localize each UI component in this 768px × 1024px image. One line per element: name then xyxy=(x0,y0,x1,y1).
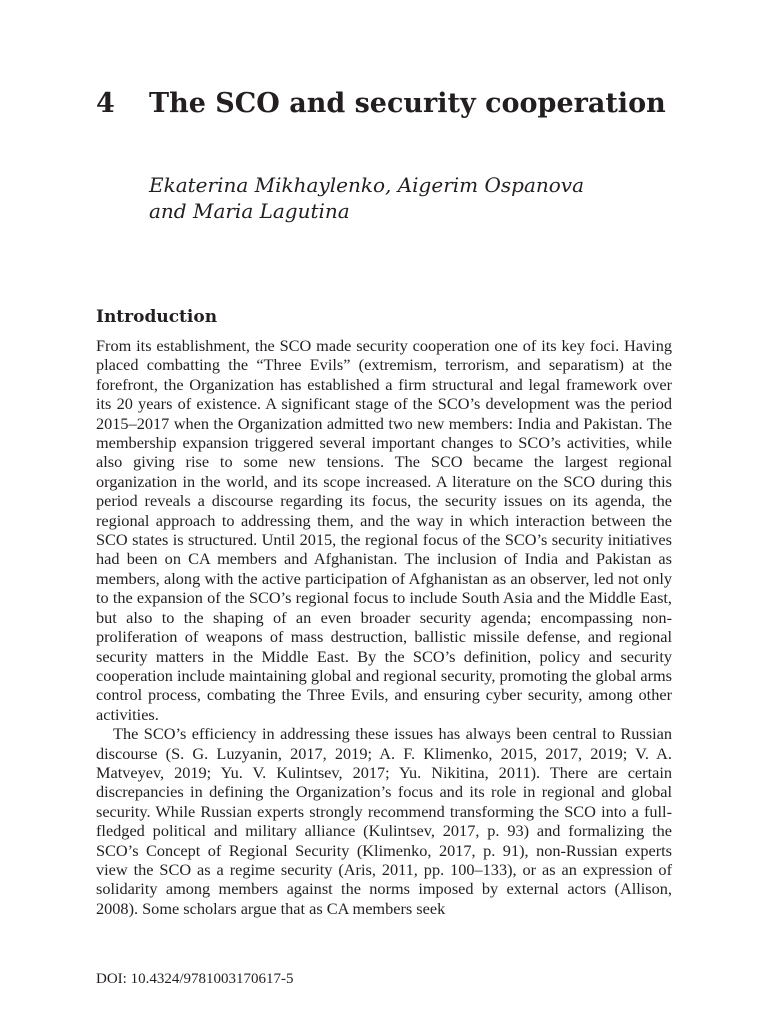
author-list xyxy=(149,172,669,224)
chapter-heading xyxy=(96,88,696,120)
author-line: and Maria Lagutina xyxy=(149,199,350,223)
paragraph: From its establishment, the SCO made security cooperation one of its key foci. Having placed combatting the “Three Evils” (extremism, terrorism, and separatism) at the forefront, the Organization has established a firm structural and legal framework over its 20 years of existence. A significant stage of the SCO’s development was the period 2015–2017 when the Organization admitted two new members: India and Pakistan. The membership expansion triggered several important changes to SCO’s activities, while also giving rise to some new tensions. The SCO became the largest regional organization in the world, and its scope increased. A literature on the SCO during this period reveals a discourse regarding its focus, the security issues on its agenda, the regional approach to addressing them, and the way in which interaction between the SCO states is structured. Until 2015, the regional focus of the SCO’s security initiatives had been on CA members and Afghanistan. The inclusion of India and Pakistan as members, along with the active participation of Afghanistan as an observer, led not only to the expansion of the SCO’s regional focus to include South Asia and the Middle East, but also to the shaping of an even broader security agenda; encompassing non-proliferation of weapons of mass destruction, ballistic missile defense, and regional security matters in the Middle East. By the SCO’s definition, policy and security cooperation include maintaining global and regional security, promoting the global arms control process, combating the Three Evils, and ensuring cyber security, among other activities. xyxy=(96,336,672,724)
section-heading: Introduction xyxy=(96,307,218,327)
body-text xyxy=(96,336,672,918)
paragraph: The SCO’s efficiency in addressing these issues has always been central to Russian discourse (S. G. Luzyanin, 2017, 2019; A. F. Klimenko, 2015, 2017, 2019; V. A. Matveyev, 2019; Yu. V. Kulintsev, 2017; Yu. Nikitina, 2011). There are certain discrepancies in defining the Organization’s focus and its role in regional and global security. While Russian experts strongly recommend transforming the SCO into a full-fledged political and military alliance (Kulintsev, 2017, p. 93) and formalizing the SCO’s Concept of Regional Security (Klimenko, 2017, p. 91), non-Russian experts view the SCO as a regime security (Aris, 2011, pp. 100–133), or as an expression of solidarity among members against the norms imposed by external actors (Allison, 2008). Some scholars argue that as CA members seek xyxy=(96,724,672,918)
doi-footer: DOI: 10.4324/9781003170617-5 xyxy=(96,971,294,987)
chapter-number: 4 xyxy=(96,88,115,119)
author-line: Ekaterina Mikhaylenko, Aigerim Ospanova xyxy=(149,173,585,197)
chapter-title: The SCO and security cooperation xyxy=(149,88,666,119)
